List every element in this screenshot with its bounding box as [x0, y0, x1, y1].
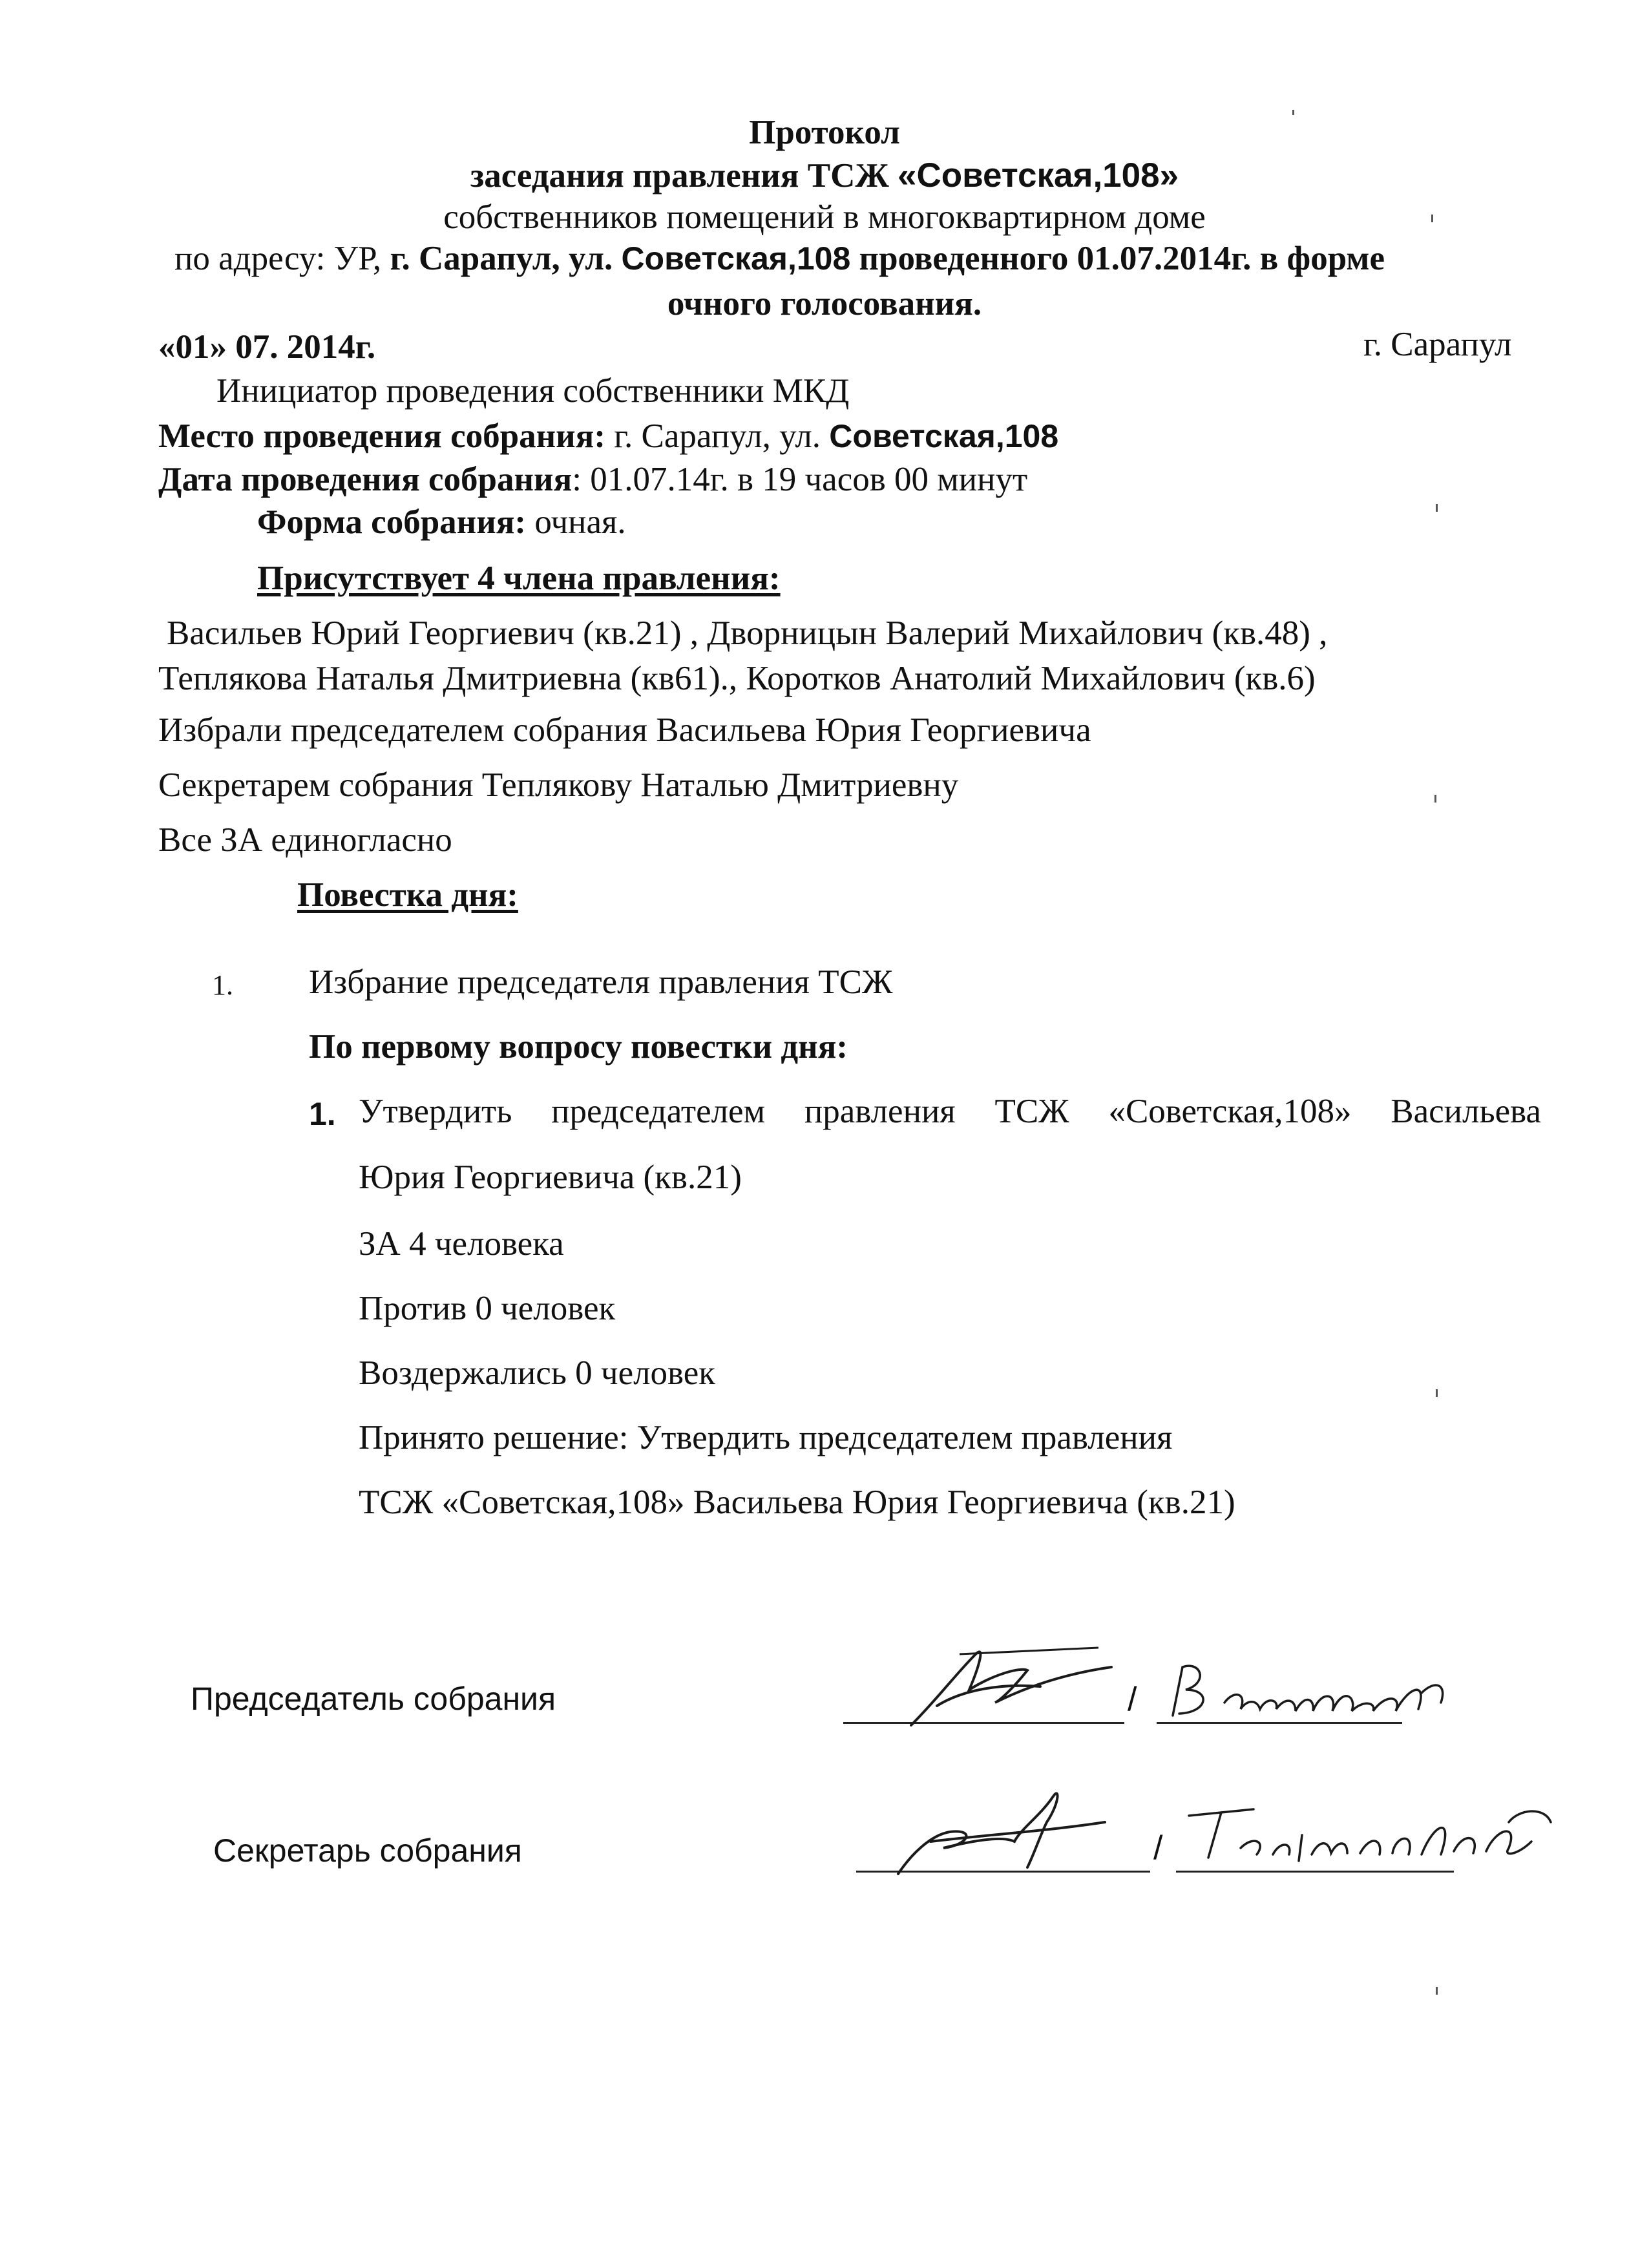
scan-speck [1436, 1987, 1438, 1995]
venue-value: г. Сарапул, ул. [605, 417, 830, 455]
resolution-line-2: Юрия Георгиевича (кв.21) [359, 1159, 742, 1196]
venue-label: Место проведения собрания: [158, 417, 605, 455]
secretary-name-line [1176, 1871, 1454, 1873]
secretary-signature-label: Секретарь собрания [213, 1832, 522, 1869]
scan-speck [1434, 795, 1436, 803]
attendance-heading: Присутствует 4 члена правления: [257, 560, 781, 597]
secretary-signature [892, 1770, 1150, 1887]
meeting-venue [158, 417, 1058, 456]
meeting-date-colon: : [572, 461, 582, 498]
document-subtitle [0, 156, 1649, 196]
agenda-item-number: 1. [212, 969, 233, 1001]
address-held-form: проведенного 01.07.2014г. в форме [850, 240, 1385, 277]
chair-signature-label: Председатель собрания [191, 1681, 556, 1717]
chair-signature-separator: / [1128, 1681, 1137, 1718]
attendance-line-2: Теплякова Наталья Дмитриевна (кв61)., Коротков Анатолий Михайлович (кв.6) [158, 660, 1316, 697]
scan-speck [1436, 504, 1438, 512]
first-question-heading: По первому вопросу повестки дня: [309, 1028, 848, 1066]
unanimous-vote: Все ЗА единогласно [158, 821, 452, 859]
chair-signature [898, 1628, 1150, 1738]
scan-speck [1436, 1389, 1438, 1397]
address-prefix: по адресу: УР, [174, 240, 390, 277]
subtitle-prefix: заседания правления ТСЖ [470, 157, 898, 194]
resolution-line-1: Утвердить председателем правления ТСЖ «Советская,108» Васильева [359, 1093, 1541, 1130]
chair-name-handwritten [1163, 1654, 1473, 1725]
elected-secretary: Секретарем собрания Теплякову Наталью Дмитриевну [158, 766, 959, 804]
scan-speck [1431, 215, 1433, 222]
agenda-heading: Повестка дня: [297, 876, 518, 914]
document-city: г. Сарапул [1363, 326, 1512, 363]
votes-abstain: Воздержались 0 человек [359, 1354, 716, 1392]
decision-line-2: ТСЖ «Советская,108» Васильева Юрия Георгиевича (кв.21) [359, 1484, 1235, 1521]
header-voting-form: очного голосования. [667, 285, 982, 322]
address-street: Советская,108 [621, 240, 851, 277]
votes-for: ЗА 4 человека [359, 1225, 564, 1263]
address-city: г. Сарапул, ул. [390, 240, 622, 277]
meeting-initiator: Инициатор проведения собственники МКД [216, 372, 850, 410]
meeting-form-value: очная. [526, 503, 626, 541]
header-line-owners: собственников помещений в многоквартирном доме [443, 198, 1206, 236]
meeting-date [158, 460, 1027, 499]
secretary-name-handwritten [1182, 1796, 1570, 1867]
meeting-date-value: 01.07.14г. в 19 часов 00 минут [581, 461, 1028, 498]
votes-against: Против 0 человек [359, 1290, 616, 1327]
document-date: «01» 07. 2014г. [158, 328, 376, 366]
subtitle-hoa-name: «Советская,108» [898, 156, 1179, 194]
agenda-item-text: Избрание председателя правления ТСЖ [309, 963, 893, 1001]
meeting-form-label: Форма собрания: [257, 503, 527, 541]
header-address-line [174, 239, 1385, 278]
document-title: Протокол [749, 114, 900, 151]
scan-speck [1292, 110, 1294, 115]
venue-street: Советская,108 [829, 418, 1059, 454]
decision-line-1: Принято решение: Утвердить председателем правления [359, 1419, 1173, 1456]
attendance-line-1: Васильев Юрий Георгиевич (кв.21) , Дворницын Валерий Михайлович (кв.48) , [167, 614, 1328, 652]
meeting-date-label: Дата проведения собрания [158, 461, 572, 498]
resolution-number: 1. [309, 1096, 336, 1132]
secretary-signature-separator: / [1153, 1829, 1163, 1867]
elected-chair: Избрали председателем собрания Васильева Юрия Георгиевича [158, 711, 1091, 749]
meeting-form [257, 503, 626, 542]
